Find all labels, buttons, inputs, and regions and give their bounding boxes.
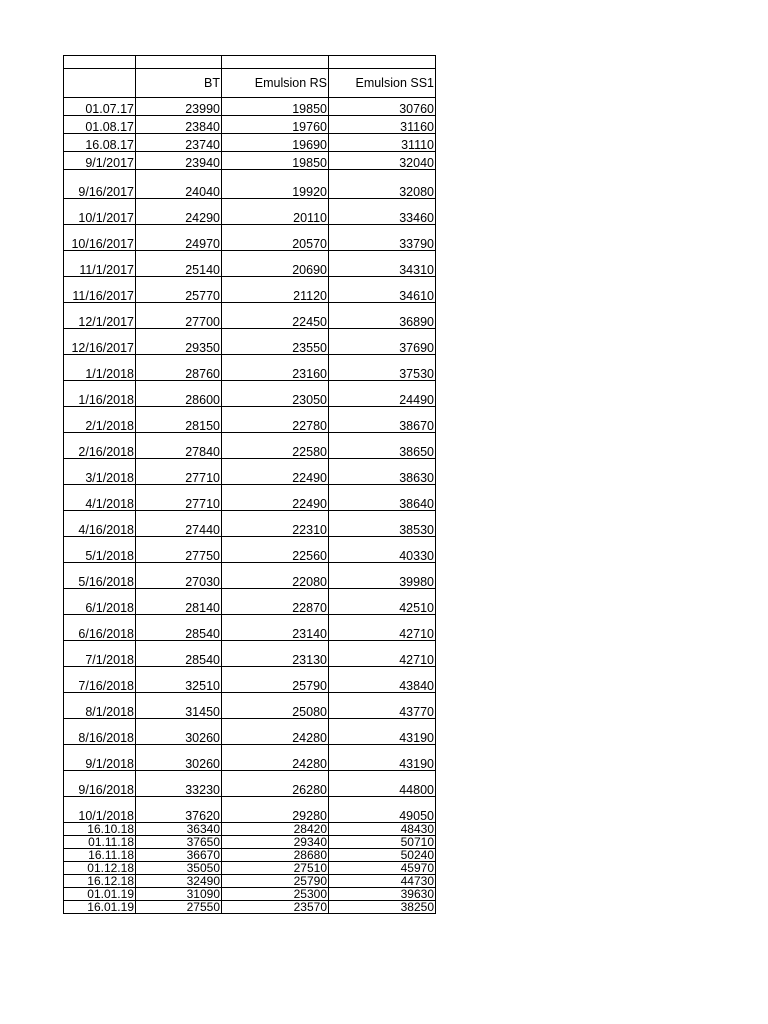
bt-cell: 36340 bbox=[136, 823, 222, 836]
bt-cell: 27750 bbox=[136, 537, 222, 563]
emulsion-ss1-cell: 40330 bbox=[329, 537, 436, 563]
blank-cell bbox=[329, 56, 436, 69]
date-cell: 16.08.17 bbox=[64, 134, 136, 152]
date-cell: 16.11.18 bbox=[64, 849, 136, 862]
bt-cell: 28540 bbox=[136, 641, 222, 667]
emulsion-rs-cell: 19690 bbox=[222, 134, 329, 152]
emulsion-ss1-cell: 44730 bbox=[329, 875, 436, 888]
date-cell: 4/1/2018 bbox=[64, 485, 136, 511]
date-cell: 11/16/2017 bbox=[64, 277, 136, 303]
bt-cell: 32490 bbox=[136, 875, 222, 888]
table-row bbox=[64, 98, 436, 116]
emulsion-rs-cell: 25790 bbox=[222, 667, 329, 693]
date-cell: 01.07.17 bbox=[64, 98, 136, 116]
table-row bbox=[64, 836, 436, 849]
emulsion-rs-cell: 20110 bbox=[222, 199, 329, 225]
date-cell: 01.12.18 bbox=[64, 862, 136, 875]
table-row bbox=[64, 745, 436, 771]
emulsion-rs-cell: 21120 bbox=[222, 277, 329, 303]
bt-cell: 23740 bbox=[136, 134, 222, 152]
bt-cell: 28140 bbox=[136, 589, 222, 615]
date-cell: 7/1/2018 bbox=[64, 641, 136, 667]
table-row bbox=[64, 771, 436, 797]
bt-cell: 24290 bbox=[136, 199, 222, 225]
date-cell: 5/1/2018 bbox=[64, 537, 136, 563]
emulsion-rs-cell: 23550 bbox=[222, 329, 329, 355]
table-row bbox=[64, 277, 436, 303]
emulsion-rs-cell: 27510 bbox=[222, 862, 329, 875]
bt-cell: 28600 bbox=[136, 381, 222, 407]
emulsion-ss1-cell: 32040 bbox=[329, 152, 436, 170]
table-row bbox=[64, 170, 436, 199]
table-row bbox=[64, 433, 436, 459]
emulsion-rs-cell: 19850 bbox=[222, 152, 329, 170]
table-row bbox=[64, 355, 436, 381]
emulsion-ss1-cell: 48430 bbox=[329, 823, 436, 836]
emulsion-rs-cell: 22310 bbox=[222, 511, 329, 537]
table-row bbox=[64, 407, 436, 433]
table-row bbox=[64, 459, 436, 485]
emulsion-rs-cell: 22450 bbox=[222, 303, 329, 329]
bt-cell: 28760 bbox=[136, 355, 222, 381]
table-row bbox=[64, 901, 436, 914]
bt-cell: 27710 bbox=[136, 485, 222, 511]
bt-cell: 23840 bbox=[136, 116, 222, 134]
date-cell: 8/1/2018 bbox=[64, 693, 136, 719]
date-cell: 2/1/2018 bbox=[64, 407, 136, 433]
emulsion-rs-cell: 22580 bbox=[222, 433, 329, 459]
emulsion-rs-cell: 23570 bbox=[222, 901, 329, 914]
header-bt: BT bbox=[136, 69, 222, 98]
bt-cell: 31450 bbox=[136, 693, 222, 719]
table-row bbox=[64, 511, 436, 537]
bt-cell: 25140 bbox=[136, 251, 222, 277]
bt-cell: 37620 bbox=[136, 797, 222, 823]
blank-row bbox=[64, 56, 436, 69]
bt-cell: 23990 bbox=[136, 98, 222, 116]
blank-cell bbox=[136, 56, 222, 69]
emulsion-rs-cell: 22490 bbox=[222, 485, 329, 511]
table-row bbox=[64, 329, 436, 355]
bt-cell: 27550 bbox=[136, 901, 222, 914]
date-cell: 3/1/2018 bbox=[64, 459, 136, 485]
emulsion-ss1-cell: 49050 bbox=[329, 797, 436, 823]
date-cell: 12/1/2017 bbox=[64, 303, 136, 329]
header-row bbox=[64, 69, 436, 98]
date-cell: 12/16/2017 bbox=[64, 329, 136, 355]
emulsion-ss1-cell: 44800 bbox=[329, 771, 436, 797]
emulsion-ss1-cell: 42710 bbox=[329, 615, 436, 641]
date-cell: 9/1/2018 bbox=[64, 745, 136, 771]
bt-cell: 25770 bbox=[136, 277, 222, 303]
bt-cell: 24970 bbox=[136, 225, 222, 251]
header-emulsion-ss1: Emulsion SS1 bbox=[329, 69, 436, 98]
bt-cell: 32510 bbox=[136, 667, 222, 693]
emulsion-rs-cell: 28420 bbox=[222, 823, 329, 836]
emulsion-rs-cell: 29280 bbox=[222, 797, 329, 823]
emulsion-rs-cell: 25790 bbox=[222, 875, 329, 888]
table-row bbox=[64, 134, 436, 152]
bt-cell: 27710 bbox=[136, 459, 222, 485]
emulsion-ss1-cell: 39980 bbox=[329, 563, 436, 589]
bt-cell: 33230 bbox=[136, 771, 222, 797]
bt-cell: 36670 bbox=[136, 849, 222, 862]
bt-cell: 27700 bbox=[136, 303, 222, 329]
bt-cell: 27840 bbox=[136, 433, 222, 459]
date-cell: 9/16/2018 bbox=[64, 771, 136, 797]
table-row bbox=[64, 381, 436, 407]
date-cell: 5/16/2018 bbox=[64, 563, 136, 589]
emulsion-ss1-cell: 43770 bbox=[329, 693, 436, 719]
bt-cell: 31090 bbox=[136, 888, 222, 901]
emulsion-rs-cell: 20570 bbox=[222, 225, 329, 251]
bt-cell: 28150 bbox=[136, 407, 222, 433]
table-row bbox=[64, 667, 436, 693]
table-row bbox=[64, 615, 436, 641]
bt-cell: 29350 bbox=[136, 329, 222, 355]
emulsion-ss1-cell: 38640 bbox=[329, 485, 436, 511]
date-cell: 11/1/2017 bbox=[64, 251, 136, 277]
table-row bbox=[64, 862, 436, 875]
header-emulsion-rs: Emulsion RS bbox=[222, 69, 329, 98]
table-row bbox=[64, 251, 436, 277]
bt-cell: 24040 bbox=[136, 170, 222, 199]
bt-cell: 27440 bbox=[136, 511, 222, 537]
emulsion-rs-cell: 26280 bbox=[222, 771, 329, 797]
price-table bbox=[63, 55, 436, 914]
emulsion-ss1-cell: 43190 bbox=[329, 745, 436, 771]
table-row bbox=[64, 485, 436, 511]
bt-cell: 30260 bbox=[136, 719, 222, 745]
table-row bbox=[64, 563, 436, 589]
emulsion-ss1-cell: 38250 bbox=[329, 901, 436, 914]
emulsion-ss1-cell: 30760 bbox=[329, 98, 436, 116]
blank-cell bbox=[222, 56, 329, 69]
emulsion-rs-cell: 23050 bbox=[222, 381, 329, 407]
table-row bbox=[64, 719, 436, 745]
date-cell: 6/1/2018 bbox=[64, 589, 136, 615]
emulsion-ss1-cell: 42710 bbox=[329, 641, 436, 667]
bt-cell: 28540 bbox=[136, 615, 222, 641]
table-row bbox=[64, 849, 436, 862]
table-row bbox=[64, 875, 436, 888]
date-cell: 10/16/2017 bbox=[64, 225, 136, 251]
table-row bbox=[64, 537, 436, 563]
header-date bbox=[64, 69, 136, 98]
table-row bbox=[64, 225, 436, 251]
table-row bbox=[64, 589, 436, 615]
bt-cell: 27030 bbox=[136, 563, 222, 589]
blank-cell bbox=[64, 56, 136, 69]
emulsion-ss1-cell: 50710 bbox=[329, 836, 436, 849]
emulsion-rs-cell: 23130 bbox=[222, 641, 329, 667]
emulsion-rs-cell: 22870 bbox=[222, 589, 329, 615]
emulsion-ss1-cell: 37530 bbox=[329, 355, 436, 381]
emulsion-rs-cell: 20690 bbox=[222, 251, 329, 277]
bt-cell: 37650 bbox=[136, 836, 222, 849]
emulsion-rs-cell: 19850 bbox=[222, 98, 329, 116]
emulsion-ss1-cell: 24490 bbox=[329, 381, 436, 407]
date-cell: 10/1/2018 bbox=[64, 797, 136, 823]
emulsion-ss1-cell: 38630 bbox=[329, 459, 436, 485]
emulsion-ss1-cell: 39630 bbox=[329, 888, 436, 901]
table-row bbox=[64, 303, 436, 329]
emulsion-rs-cell: 24280 bbox=[222, 745, 329, 771]
table-row bbox=[64, 641, 436, 667]
emulsion-ss1-cell: 38670 bbox=[329, 407, 436, 433]
emulsion-ss1-cell: 42510 bbox=[329, 589, 436, 615]
table-row bbox=[64, 199, 436, 225]
emulsion-ss1-cell: 43190 bbox=[329, 719, 436, 745]
emulsion-rs-cell: 24280 bbox=[222, 719, 329, 745]
date-cell: 16.10.18 bbox=[64, 823, 136, 836]
emulsion-ss1-cell: 36890 bbox=[329, 303, 436, 329]
emulsion-ss1-cell: 43840 bbox=[329, 667, 436, 693]
date-cell: 01.01.19 bbox=[64, 888, 136, 901]
table-row bbox=[64, 116, 436, 134]
date-cell: 7/16/2018 bbox=[64, 667, 136, 693]
date-cell: 1/1/2018 bbox=[64, 355, 136, 381]
emulsion-ss1-cell: 32080 bbox=[329, 170, 436, 199]
date-cell: 2/16/2018 bbox=[64, 433, 136, 459]
emulsion-ss1-cell: 38530 bbox=[329, 511, 436, 537]
emulsion-rs-cell: 25300 bbox=[222, 888, 329, 901]
date-cell: 9/1/2017 bbox=[64, 152, 136, 170]
emulsion-rs-cell: 28680 bbox=[222, 849, 329, 862]
date-cell: 16.01.19 bbox=[64, 901, 136, 914]
table-row bbox=[64, 797, 436, 823]
emulsion-ss1-cell: 34610 bbox=[329, 277, 436, 303]
date-cell: 8/16/2018 bbox=[64, 719, 136, 745]
emulsion-rs-cell: 19920 bbox=[222, 170, 329, 199]
emulsion-rs-cell: 19760 bbox=[222, 116, 329, 134]
table-row bbox=[64, 693, 436, 719]
emulsion-rs-cell: 22490 bbox=[222, 459, 329, 485]
table-row bbox=[64, 888, 436, 901]
date-cell: 16.12.18 bbox=[64, 875, 136, 888]
emulsion-ss1-cell: 38650 bbox=[329, 433, 436, 459]
emulsion-rs-cell: 23140 bbox=[222, 615, 329, 641]
date-cell: 01.08.17 bbox=[64, 116, 136, 134]
date-cell: 1/16/2018 bbox=[64, 381, 136, 407]
table-row bbox=[64, 823, 436, 836]
date-cell: 10/1/2017 bbox=[64, 199, 136, 225]
emulsion-ss1-cell: 31110 bbox=[329, 134, 436, 152]
emulsion-rs-cell: 25080 bbox=[222, 693, 329, 719]
emulsion-rs-cell: 29340 bbox=[222, 836, 329, 849]
date-cell: 6/16/2018 bbox=[64, 615, 136, 641]
date-cell: 4/16/2018 bbox=[64, 511, 136, 537]
emulsion-rs-cell: 22080 bbox=[222, 563, 329, 589]
emulsion-rs-cell: 22560 bbox=[222, 537, 329, 563]
emulsion-ss1-cell: 45970 bbox=[329, 862, 436, 875]
date-cell: 9/16/2017 bbox=[64, 170, 136, 199]
emulsion-ss1-cell: 33790 bbox=[329, 225, 436, 251]
emulsion-rs-cell: 23160 bbox=[222, 355, 329, 381]
emulsion-ss1-cell: 34310 bbox=[329, 251, 436, 277]
emulsion-ss1-cell: 50240 bbox=[329, 849, 436, 862]
date-cell: 01.11.18 bbox=[64, 836, 136, 849]
bt-cell: 30260 bbox=[136, 745, 222, 771]
emulsion-ss1-cell: 31160 bbox=[329, 116, 436, 134]
table-row bbox=[64, 152, 436, 170]
bt-cell: 23940 bbox=[136, 152, 222, 170]
emulsion-ss1-cell: 37690 bbox=[329, 329, 436, 355]
emulsion-rs-cell: 22780 bbox=[222, 407, 329, 433]
emulsion-ss1-cell: 33460 bbox=[329, 199, 436, 225]
bt-cell: 35050 bbox=[136, 862, 222, 875]
